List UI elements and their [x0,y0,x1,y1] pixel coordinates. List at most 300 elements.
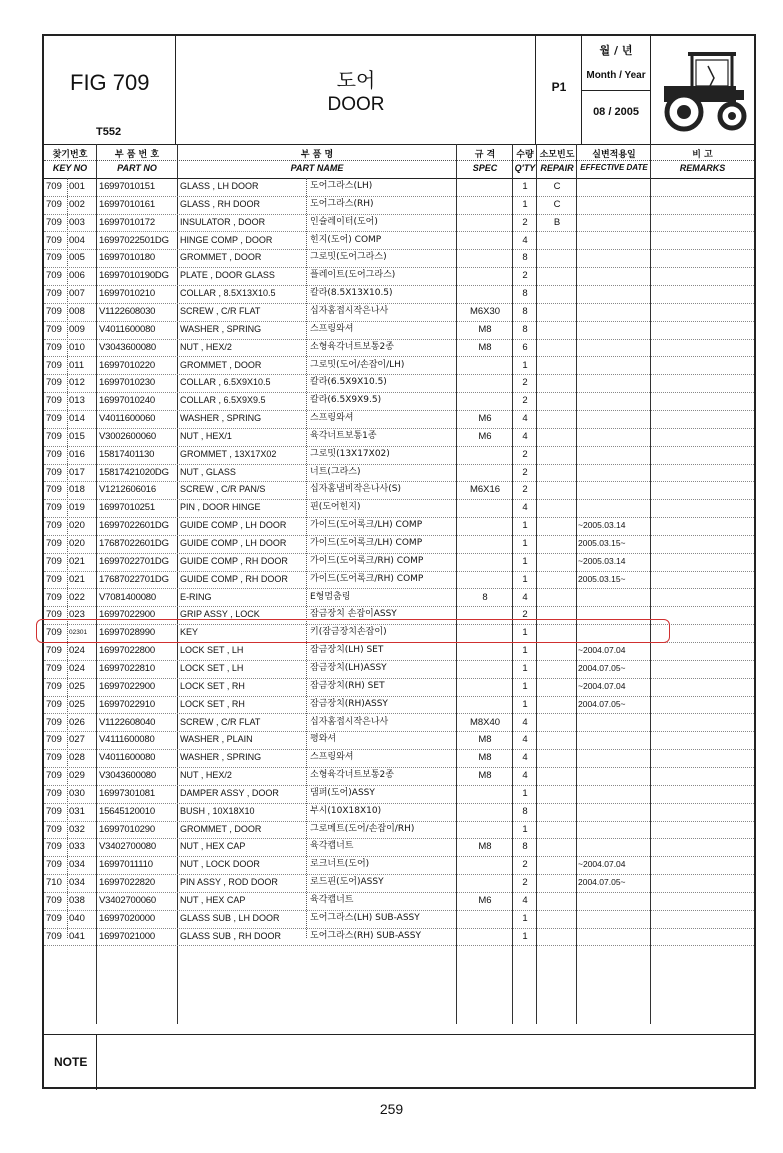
part-name-ko: E형멈춤링 [310,591,351,602]
quantity: 8 [522,805,528,817]
col-spec-ko: 규 격 [474,150,496,160]
part-name-ko: 소형육각너트보통2종 [310,770,394,781]
part-number: 16997010240 [99,395,155,407]
part-name-ko: 핀(도어힌지) [310,502,361,513]
part-name-ko: 스프링와셔 [310,323,354,334]
quantity: 1 [522,555,528,567]
key-number: 020 [69,538,85,549]
part-name-ko: 칼라(8.5X13X10.5) [310,288,393,299]
key-group: 709 [46,359,62,371]
part-name-en: LOCK SET , LH [180,662,244,673]
key-number: 025 [69,698,85,710]
table-row [44,446,754,465]
part-name-en: COLLAR , 6.5X9X10.5 [180,377,271,388]
key-number: 005 [69,252,85,264]
part-number: V4011600080 [99,752,156,764]
part-number: 16997022501DG [99,234,169,246]
highlight-box [36,619,670,643]
key-number: 003 [69,216,85,228]
part-number: 16997022820 [99,877,155,889]
quantity: 4 [522,413,528,425]
part-name-ko: 잠금장치(LH) SET [310,645,384,656]
table-row [44,357,754,376]
sheet-page: P1 [551,80,567,94]
table-row [44,303,754,322]
part-name-ko: 부시(10X18X10) [310,805,382,816]
part-name-ko: 잠금장치(LH)ASSY [310,662,387,673]
part-name-en: SCREW , C/R PAN/S [180,484,266,495]
key-number: 030 [69,787,85,799]
part-name-ko: 잠금장치(RH) SET [310,680,385,691]
key-group: 709 [46,448,62,460]
quantity: 2 [522,877,528,889]
part-name-en: BUSH , 10X18X10 [180,805,255,816]
part-name-en: LOCK SET , LH [180,645,244,656]
key-group: 709 [46,716,62,728]
quantity: 4 [522,770,528,782]
part-name-ko: 가이드(도어록크/LH) COMP [310,538,423,548]
quantity: 4 [522,591,528,603]
part-name-en: COLLAR , 8.5X13X10.5 [180,288,276,299]
part-name-en: GROMMET , DOOR [180,252,262,263]
part-name-en: DAMPER ASSY , DOOR [180,787,279,798]
key-number: 009 [69,323,85,335]
spec: M6 [478,430,492,442]
key-number: 014 [69,413,85,425]
quantity: 1 [522,787,528,799]
part-number: 17687022701DG [99,573,169,585]
key-group: 709 [46,323,62,335]
key-number: 020 [69,520,85,532]
effective-date: 2005.03.15~ [578,538,626,548]
title-english: DOOR [327,94,385,115]
key-group: 709 [46,198,62,210]
table-row [44,731,754,750]
part-name-en: SCREW , C/R FLAT [180,716,261,727]
effective-date: 2005.03.15~ [578,573,626,584]
part-number: 16997010290 [99,823,155,835]
key-group: 709 [46,234,62,246]
effective-date: ~2004.07.04 [578,645,626,656]
part-name-en: GLASS SUB , LH DOOR [180,912,280,923]
part-name-en: WASHER , SPRING [180,752,262,763]
part-name-ko: 가이드(도어록크/LH) COMP [310,520,423,531]
key-group: 709 [46,770,62,782]
repair-code: C [553,198,561,210]
table-row [44,321,754,340]
effective-date: ~2005.03.14 [578,520,626,531]
table-row [44,339,754,358]
key-number: 026 [69,716,85,728]
quantity: 4 [522,734,528,746]
part-number: 16997010190DG [99,270,169,282]
part-name-ko: 키(잠금장치손잡이) [310,627,387,638]
spec: M8 [478,323,492,335]
quantity: 1 [522,520,528,532]
spec: M6X16 [469,484,501,496]
part-number: V3043600080 [99,770,156,782]
repair-code: B [553,216,561,228]
quantity: 1 [522,912,528,924]
part-name-en: NUT , HEX CAP [180,841,246,852]
quantity: 1 [522,359,528,371]
part-name-ko: 도어그라스(LH) SUB-ASSY [310,912,420,923]
quantity: 1 [522,181,528,192]
col-name-en: PART NAME [290,163,344,173]
part-name-en: GRIP ASSY , LOCK [180,609,260,620]
table-row [44,892,754,911]
table-row [44,267,754,286]
col-part-ko: 부 품 번 호 [114,150,160,160]
table-row [44,481,754,500]
key-number: 029 [69,770,85,782]
part-name-en: KEY [180,627,199,638]
part-name-ko: 스프링와셔 [310,752,354,763]
table-row [44,821,754,840]
part-name-ko: 도어그라스(RH) SUB-ASSY [310,930,421,941]
part-name-ko: 육각캡너트 [310,895,354,905]
effective-date: ~2005.03.14 [578,555,626,566]
part-number: V3402700060 [99,895,156,906]
part-name-ko: 십자홈냄비작은나사(S) [310,484,401,495]
part-name-ko: 평와셔 [310,734,337,745]
part-name-ko: 소형육각너트보통2종 [310,341,394,352]
figure-number: FIG 709 [70,70,150,95]
part-name-en: GROMMET , DOOR [180,359,262,370]
title-korean: 도어 [336,68,376,92]
part-name-en: GLASS , LH DOOR [180,181,259,191]
key-group: 709 [46,609,62,621]
part-name-ko: 그로밋(도어그라스) [310,252,387,263]
spec: M6 [478,413,492,425]
part-number: V4011600080 [99,323,156,335]
key-number: 021 [69,573,85,585]
key-group: 709 [46,252,62,264]
quantity: 4 [522,234,528,246]
part-name-en: NUT , LOCK DOOR [180,859,260,870]
table-row [44,232,754,251]
page-number: 259 [379,1101,404,1117]
part-name-ko: 잠금장치(RH)ASSY [310,698,388,709]
key-number: 016 [69,448,85,460]
part-name-ko: 그로메트(도어/손잡이/RH) [310,823,415,834]
key-group: 709 [46,859,62,871]
part-number: 16997021000 [99,930,155,942]
key-number: 024 [69,662,85,674]
key-number: 024 [69,645,85,657]
key-group: 709 [46,912,62,924]
key-group: 709 [46,662,62,674]
quantity: 8 [522,305,528,317]
part-name-en: NUT , HEX/2 [180,770,232,781]
quantity: 2 [522,466,528,478]
key-group: 709 [46,502,62,514]
quantity: 1 [522,645,528,657]
part-name-ko: 로드핀(도어)ASSY [310,877,384,888]
part-name-en: GUIDE COMP , RH DOOR [180,573,288,584]
key-group: 709 [46,520,62,532]
quantity: 1 [522,538,528,549]
quantity: 4 [522,502,528,514]
repair-code: C [553,181,561,192]
part-number: 15645120010 [99,805,155,817]
quantity: 1 [522,627,528,639]
key-group: 709 [46,645,62,657]
key-number: 019 [69,502,85,514]
table-row [44,517,754,536]
quantity: 4 [522,716,528,728]
quantity: 4 [522,430,528,442]
part-number: V1122608030 [99,305,156,317]
key-number: 023 [69,609,85,621]
key-group: 709 [46,823,62,835]
col-key-ko: 찾기번호 [52,150,88,160]
part-name-ko: 댐퍼(도어)ASSY [310,787,375,798]
quantity: 1 [522,680,528,692]
part-name-ko: 십자홈접시작은나사 [310,716,389,727]
quantity: 8 [522,323,528,335]
key-number: 027 [69,734,85,746]
quantity: 6 [522,341,528,353]
quantity: 2 [522,270,528,282]
part-number: 16997022900 [99,609,155,621]
part-number: 16997010220 [99,359,155,371]
table-row [44,214,754,233]
key-number: 013 [69,395,85,407]
part-name-en: INSULATOR , DOOR [180,216,266,227]
part-name-en: LOCK SET , RH [180,698,245,709]
part-number: 16997010172 [99,216,155,228]
part-name-en: NUT , HEX/2 [180,341,232,352]
part-number: 15817401130 [99,448,155,460]
quantity: 1 [522,573,528,585]
part-number: V3002600060 [99,430,156,442]
key-group: 709 [46,466,62,478]
key-group: 709 [46,752,62,764]
key-group: 709 [46,270,62,282]
part-name-en: NUT , HEX/1 [180,430,232,441]
table-row [44,660,754,679]
table-row [44,196,754,215]
key-number: 034 [69,859,85,871]
key-number: 006 [69,270,85,282]
part-name-en: GUIDE COMP , RH DOOR [180,555,288,566]
table-row [44,410,754,429]
part-number: 16997010151 [99,181,155,192]
part-name-en: NUT , HEX CAP [180,895,246,905]
part-number: V1122608040 [99,716,156,728]
part-name-en: GROMMET , 13X17X02 [180,448,277,459]
quantity: 8 [522,288,528,300]
spec: M8 [478,841,492,853]
key-number: 001 [69,181,85,192]
quantity: 2 [522,377,528,389]
model-number: T552 [96,126,122,138]
part-number: 16997010251 [99,502,155,514]
key-group: 709 [46,484,62,496]
month-year-label-en: Month / Year [586,70,646,81]
part-number: 16997010230 [99,377,155,389]
part-number: 16997022800 [99,645,155,657]
key-number: 038 [69,895,85,906]
table-row [44,803,754,822]
spec: 8 [482,591,488,603]
quantity: 4 [522,752,528,764]
effective-date: 2004.07.05~ [578,877,626,888]
part-name-ko: 플레이트(도어그라스) [310,270,396,281]
part-name-ko: 스프링와셔 [310,413,354,424]
effective-date: 2004.07.05~ [578,698,626,709]
part-name-en: WASHER , SPRING [180,323,262,334]
part-number: 16997022910 [99,698,155,710]
part-number: 16997022701DG [99,555,169,567]
part-name-ko: 로크너트(도어) [310,859,370,870]
key-number: 034 [69,877,85,889]
col-eff-en: EFFECTIVE DATE [580,163,648,172]
key-number: 004 [69,234,85,246]
table-row [44,696,754,715]
part-number: 15817421020DG [99,466,169,478]
col-qty-en: Q'TY [514,163,536,173]
quantity: 1 [522,930,528,942]
part-name-en: GUIDE COMP , LH DOOR [180,520,287,531]
quantity: 2 [522,395,528,407]
table-row [44,910,754,929]
table-row [44,464,754,483]
key-group: 709 [46,288,62,300]
key-group: 709 [46,805,62,817]
part-name-ko: 가이드(도어록크/RH) COMP [310,555,424,566]
col-repair-ko: 소모빈도 [539,150,575,160]
col-name-ko: 부 품 명 [300,150,334,160]
key-group: 710 [46,877,62,889]
key-group: 709 [46,627,62,639]
part-number: 16997010161 [99,198,155,210]
key-number: 021 [69,555,85,567]
note-label: NOTE [54,1055,88,1069]
key-number: 015 [69,430,85,442]
key-number: 008 [69,305,85,317]
table-row [44,571,754,590]
table-row [44,374,754,393]
table-row [44,428,754,447]
key-group: 709 [46,698,62,710]
col-remarks-en: REMARKS [679,163,726,173]
part-name-ko: 인슐레이터(도어) [310,216,378,227]
key-number: 032 [69,823,85,835]
parts-sheet [42,34,756,1089]
spec: M8 [478,341,492,353]
quantity: 1 [522,698,528,710]
key-number: 033 [69,841,85,853]
key-group: 709 [46,413,62,425]
table-row [44,535,754,554]
part-name-en: LOCK SET , RH [180,680,245,691]
part-number: 16997010210 [99,288,155,300]
part-number: 16997010180 [99,252,155,264]
part-name-en: GUIDE COMP , LH DOOR [180,538,287,548]
table-row [44,767,754,786]
part-name-en: GLASS SUB , RH DOOR [180,930,282,941]
key-group: 709 [46,555,62,567]
quantity: 2 [522,859,528,871]
part-number: 16997020000 [99,912,155,924]
part-name-en: GLASS , RH DOOR [180,198,261,209]
part-name-en: PIN , DOOR HINGE [180,502,261,513]
part-number: 16997022601DG [99,520,169,532]
effective-date: 2004.07.05~ [578,662,626,673]
part-name-en: E-RING [180,591,212,602]
key-group: 709 [46,430,62,442]
part-name-en: HINGE COMP , DOOR [180,234,273,245]
part-number: 16997301081 [99,787,155,799]
col-spec-en: SPEC [472,163,498,173]
table-row [44,553,754,572]
key-number: 018 [69,484,85,496]
part-number: V4111600080 [99,734,155,746]
part-name-ko: 육각너트보통1종 [310,430,377,441]
part-name-ko: 칼라(6.5X9X10.5) [310,377,387,388]
part-name-en: WASHER , PLAIN [180,734,253,745]
table-row [44,749,754,768]
key-group: 709 [46,305,62,317]
part-number: V1212606016 [99,484,156,496]
tractor-icon [658,46,750,134]
spec: M8 [478,752,492,764]
quantity: 8 [522,252,528,264]
quantity: 2 [522,216,528,228]
key-group: 709 [46,734,62,746]
key-group: 709 [46,930,62,942]
table-row [44,874,754,893]
key-group: 709 [46,680,62,692]
table-row [44,589,754,608]
part-number: V4011600060 [99,413,156,425]
part-name-en: COLLAR , 6.5X9X9.5 [180,395,266,406]
key-group: 709 [46,787,62,799]
part-name-en: SCREW , C/R FLAT [180,305,261,316]
key-number: 041 [69,930,85,942]
col-repair-en: REPAIR [540,163,574,173]
part-name-ko: 너트(그라스) [310,466,361,477]
key-number: 022 [69,591,85,603]
part-name-ko: 힌지(도어) COMP [310,234,382,245]
key-group: 709 [46,377,62,389]
table-row [44,642,754,661]
part-name-ko: 그로밋(도어/손잡이/LH) [310,359,405,370]
spec: M6X30 [469,305,501,317]
table-row [44,785,754,804]
part-number: V3043600080 [99,341,156,353]
key-group: 709 [46,538,62,549]
part-name-en: PIN ASSY , ROD DOOR [180,877,278,888]
key-number: 011 [69,359,85,371]
key-number: 02301 [69,629,88,637]
key-group: 709 [46,341,62,353]
part-name-ko: 가이드(도어록크/RH) COMP [310,573,424,584]
table-row [44,178,754,197]
part-name-en: GROMMET , DOOR [180,823,262,834]
key-group: 709 [46,573,62,585]
part-name-ko: 칼라(6.5X9X9.5) [310,395,382,406]
spec: M8X40 [469,716,501,728]
key-number: 028 [69,752,85,764]
quantity: 8 [522,841,528,853]
part-name-en: PLATE , DOOR GLASS [180,270,275,281]
part-number: 16997028990 [99,627,155,639]
table-row [44,838,754,857]
col-remarks-ko: 비 고 [692,150,713,160]
